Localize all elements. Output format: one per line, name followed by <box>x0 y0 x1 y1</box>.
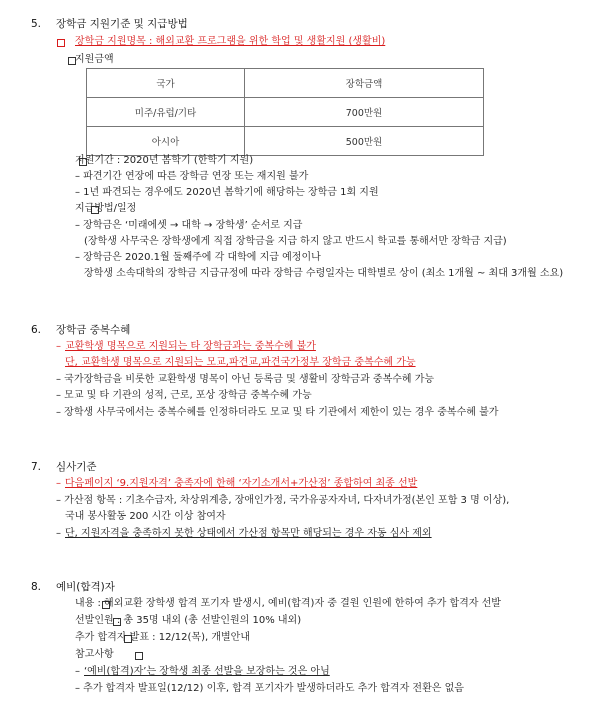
section-5-number: 5. <box>31 18 42 30</box>
reserve-ref-title: 참고사항 <box>75 649 114 660</box>
reserve-ref-note: ‘예비(합격)자’는 장학생 최종 선발을 보장하는 것은 아님 <box>84 666 330 677</box>
amount-table <box>86 68 484 156</box>
overlap-exception-red: 단, 교환학생 명목으로 지원되는 모교,파견교,파견국가정부 장학금 중복수혜 가능 <box>65 357 416 368</box>
table-cell: 500만원 <box>245 127 484 156</box>
section-8-title: 예비(합격)자 <box>56 581 115 593</box>
section-8-number: 8. <box>31 581 42 593</box>
criteria-red: 다음페이지 ‘9.지원자격’ 충족자에 한해 ‘자기소개서+가산점’ 종합하여 최종 선발 <box>65 478 418 489</box>
section-5-title: 장학금 지원기준 및 지급방법 <box>56 18 188 30</box>
section-7-title: 심사기준 <box>56 461 97 473</box>
period-note: – 파견기간 연장에 따른 장학금 연장 또는 재지원 불가 <box>75 171 309 182</box>
overlap-note: – 국가장학금을 비롯한 교환학생 명목이 아닌 등록금 및 생활비 장학금과 중복수혜 가능 <box>56 374 435 385</box>
checkbox-square-icon <box>57 39 65 47</box>
table-header-amount: 장학금액 <box>245 69 484 98</box>
table-header-row <box>87 69 484 98</box>
scholarship-field: 장학금 지원명목 : 해외교환 프로그램을 위한 학업 및 생활지원 (생활비) <box>75 36 386 47</box>
table-row <box>87 98 484 127</box>
overlap-note: – 장학생 사무국에서는 중복수혜를 인정하더라도 모교 및 타 기관에서 제한이 있는 경우 중복수혜 불가 <box>56 407 499 418</box>
overlap-rule-red: 교환학생 명목으로 지원되는 타 장학금과는 중복수혜 불가 <box>65 341 316 352</box>
period: 지원기간 : 2020년 봄학기 (한학기 지원) <box>75 155 254 166</box>
reserve-count: 선발인원 : 총 35명 내외 (총 선발인원의 10% 내외) <box>75 615 302 626</box>
criteria-note: 단, 지원자격을 충족하지 못한 상태에서 가산점 항목만 해당되는 경우 자동 심사 제외 <box>65 528 432 539</box>
amount-title: 지원금액 <box>75 54 114 65</box>
method-note: – 장학금은 2020.1월 둘째주에 각 대학에 지급 예정이나 <box>75 252 321 263</box>
overlap-rule-dash: – <box>56 341 61 352</box>
section-7-number: 7. <box>31 461 42 473</box>
section-6-number: 6. <box>31 324 42 336</box>
reserve-ref-note: – 추가 합격자 발표일(12/12) 이후, 합격 포기자가 발생하더라도 추가 합격자 전환은 없음 <box>75 683 464 694</box>
reserve-ref-dash: – <box>75 666 80 677</box>
bonus-items: – 가산점 항목 : 기초수급자, 차상위계층, 장애인가정, 국가유공자자녀, 다자녀가정(본인 포함 3 명 이상), <box>56 495 510 506</box>
overlap-note: – 모교 및 타 기관의 성적, 근로, 포상 장학금 중복수혜 가능 <box>56 390 312 401</box>
checkbox-square-icon <box>135 652 143 660</box>
bonus-items-cont: 국내 봉사활동 200 시간 이상 참여자 <box>65 511 226 522</box>
period-note: – 1년 파견되는 경우에도 2020년 봄학기에 해당하는 장학금 1회 지원 <box>75 187 379 198</box>
method-title: 지급방법/일정 <box>75 203 137 214</box>
section-6-title: 장학금 중복수혜 <box>56 324 131 336</box>
method-note: – 장학금은 ‘미래에셋 → 대학 → 장학생’ 순서로 지급 <box>75 220 303 231</box>
table-cell: 700만원 <box>245 98 484 127</box>
criteria-note-dash: – <box>56 528 61 539</box>
table-row <box>87 127 484 156</box>
criteria-dash: – <box>56 478 61 489</box>
reserve-announce: 추가 합격자 발표 : 12/12(목), 개별안내 <box>75 632 250 643</box>
table-header-country: 국가 <box>87 69 245 98</box>
method-note: 장학생 소속대학의 장학금 지급규정에 따라 장학금 수령일자는 대학별로 상이 (최소 1개월 ~ 최대 3개월 소요) <box>84 268 564 279</box>
method-note: (장학생 사무국은 장학생에게 직접 장학금을 지급 하지 않고 반드시 학교를 통해서만 장학금 지급) <box>84 236 507 247</box>
reserve-content: 내용 : 해외교환 장학생 합격 포기자 발생시, 예비(합격)자 중 결원 인원에 한하여 추가 합격자 선발 <box>75 598 501 609</box>
table-cell: 아시아 <box>87 127 245 156</box>
table-cell: 미주/유럽/기타 <box>87 98 245 127</box>
